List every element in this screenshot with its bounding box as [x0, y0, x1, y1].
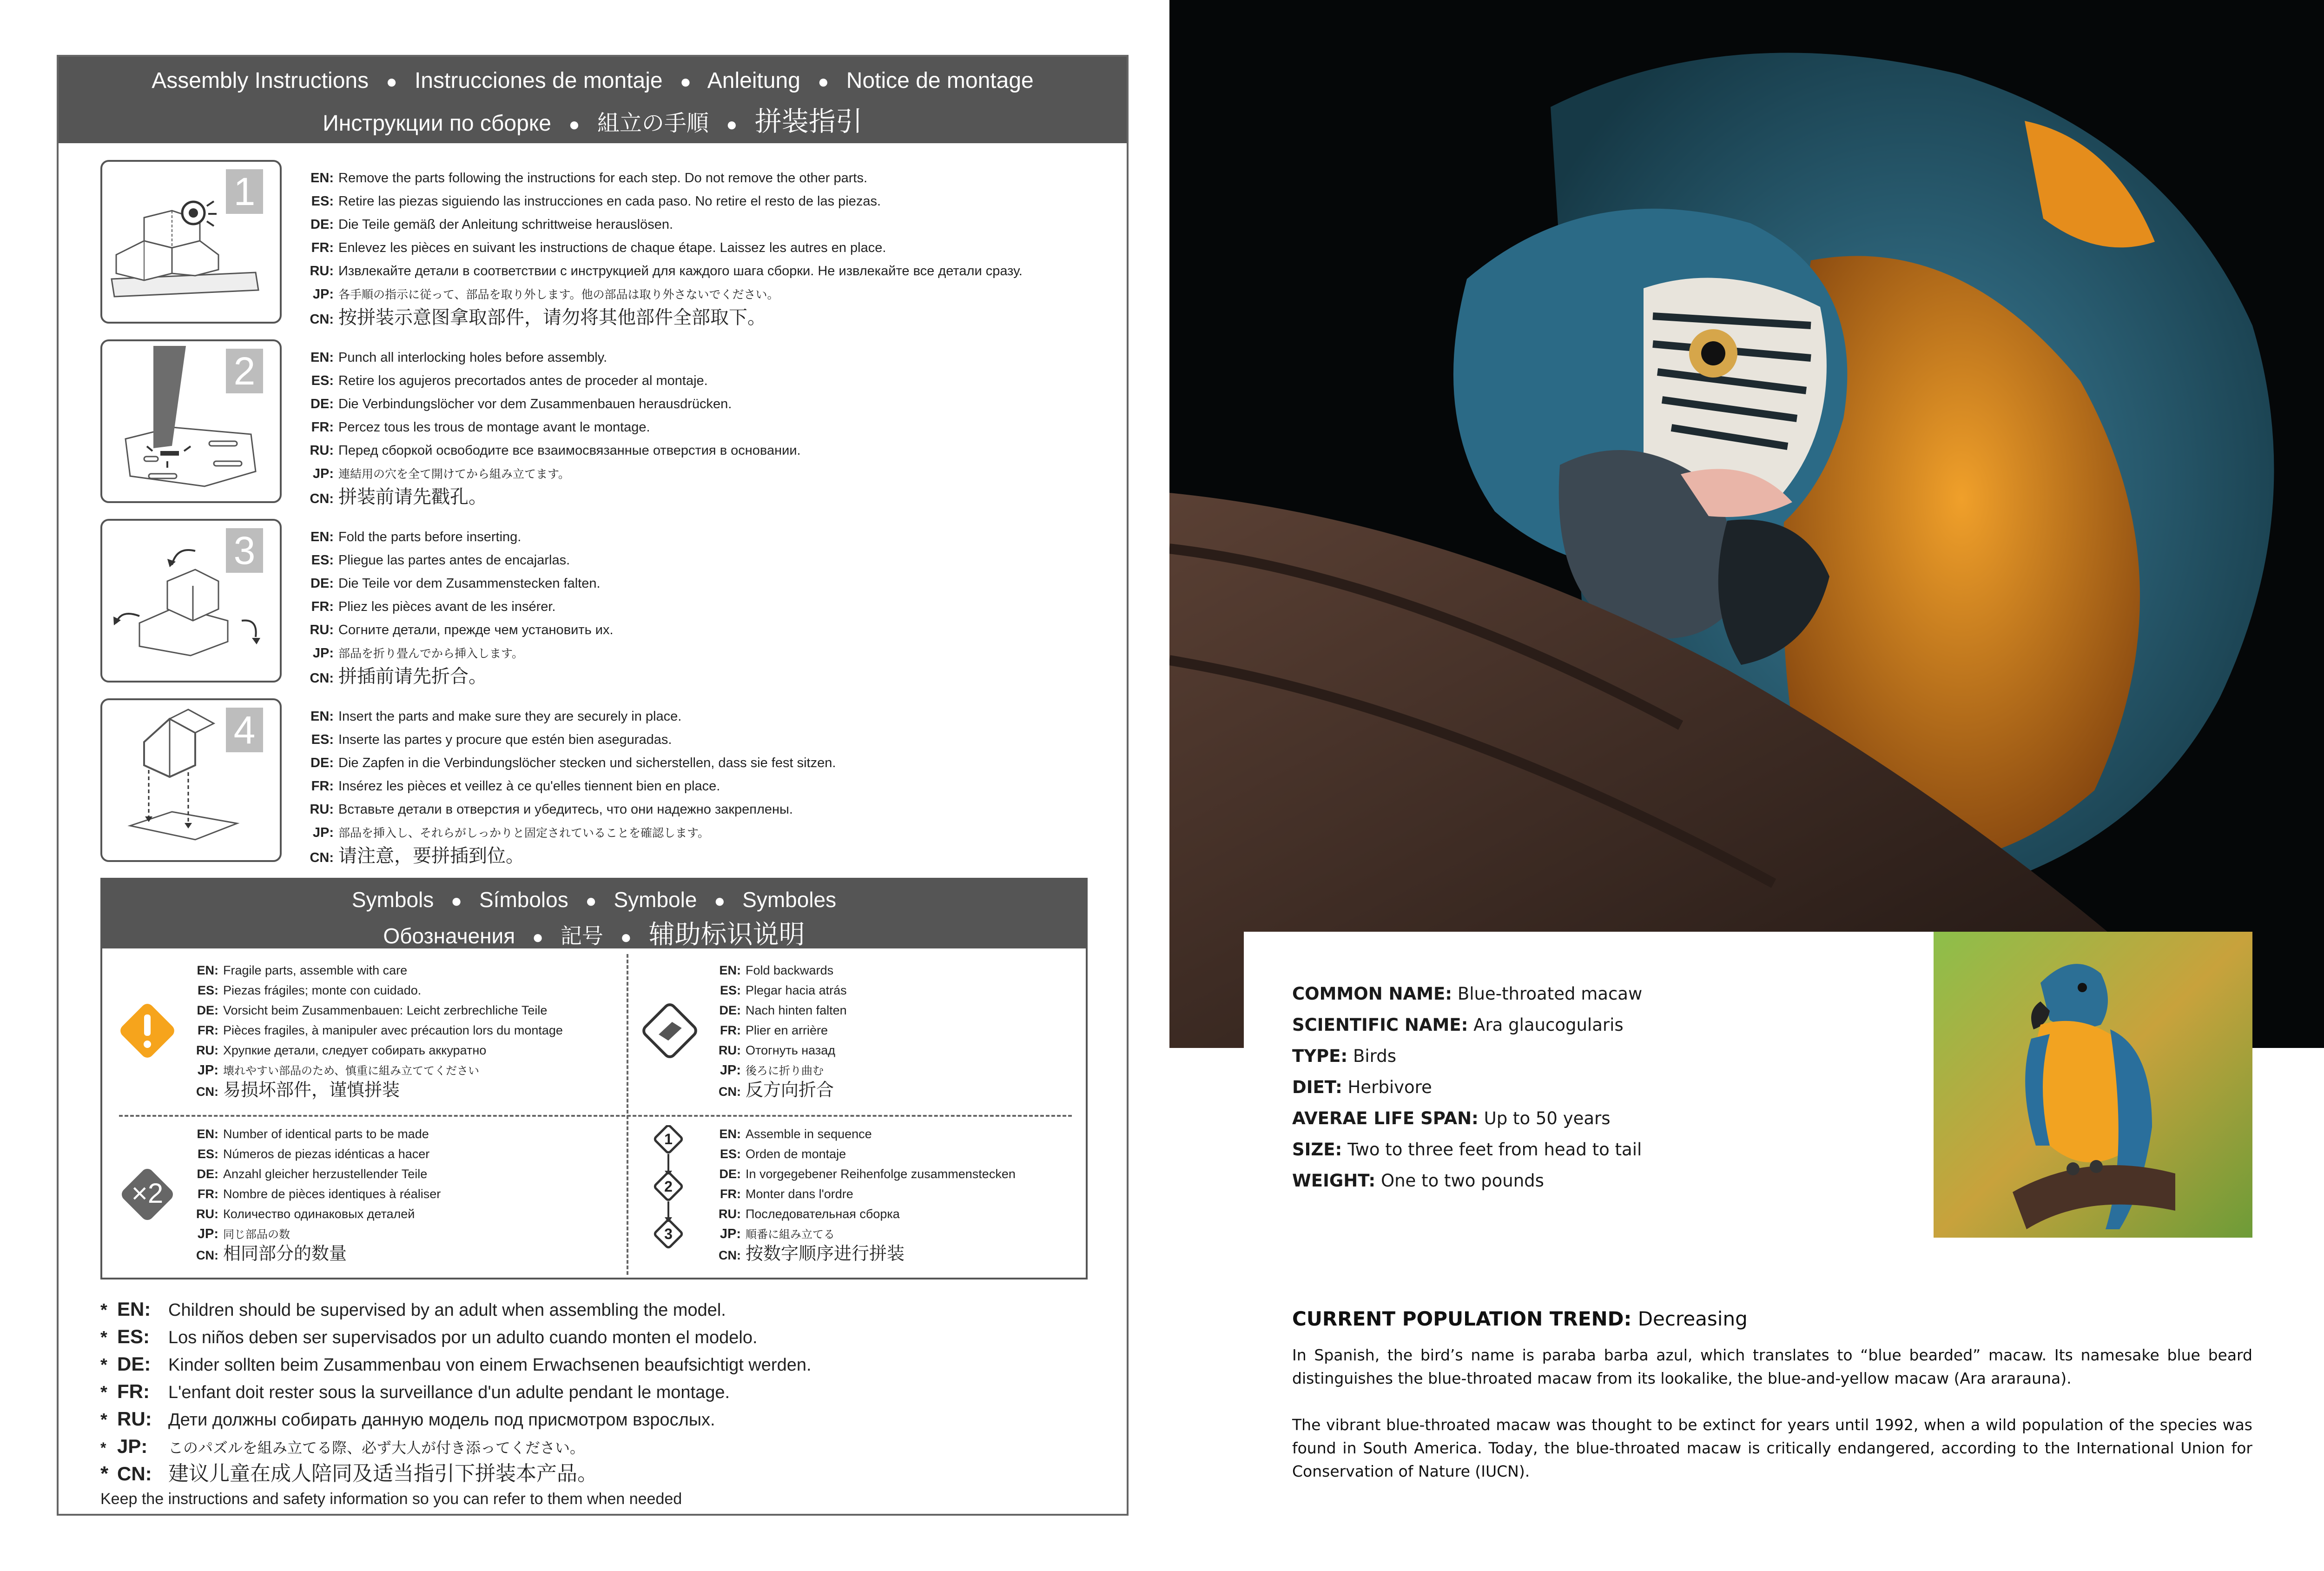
macaw-hero-photo	[1169, 0, 2324, 1048]
header-title-jp: 組立の手順	[597, 111, 709, 136]
step-2	[100, 339, 1123, 507]
step-4-text: EN: Insert the parts and make sure they are securely in place. ES: Inserte las partes y procure que estén bien aseguradas. DE: Die Zapfen in die Verbindungslöcher stecken und sicherstellen, dass sie fest sitzen. FR: Insérez les pièces et veillez à ce qu'elles tiennent bien en place. RU: Вставьте детали в отверстия и убедитесь, что они надежно закреплены. JP: 部品を挿入し、それらがしっかりと固定されていることを確認します。 CN: 请注意，要拼插到位。	[310, 709, 836, 866]
fact-size: SIZE: Two to three feet from head to tail	[1292, 1140, 1642, 1160]
identical-parts-icon	[117, 1164, 178, 1225]
symbols-divider-horizontal	[119, 1115, 1072, 1117]
step-3-text: EN: Fold the parts before inserting. ES: Pliegue las partes antes de encajarlas. DE: Die Teile vor dem Zusammenstecken falten. FR: Pliez les pièces avant de les insérer. RU: Согните детали, прежде чем установить их. JP: 部品を折り畳んでから挿入します。 CN: 拼插前请先折合。	[310, 530, 614, 687]
fact-scientific-name: SCIENTIFIC NAME: Ara glaucogularis	[1292, 1015, 1624, 1035]
header-title-de: Anleitung	[707, 68, 800, 93]
header-title-ru: Инструкции по сборке	[323, 111, 551, 136]
macaw-perched-illustration	[1934, 932, 2252, 1238]
macaw-illustration	[1169, 0, 2324, 1048]
header-title-cn: 拼装指引	[754, 106, 863, 137]
symbol-sequence: 1 2 3 EN: Assemble in sequence ES: Orden de montaje DE: In vorgegebener Reihenfolge zusammenstecken FR: Monter dans l'ordre RU: Последовательная сборка JP: 順番に組み立てる CN: 按数字顺序进行拼装	[625, 1118, 1108, 1276]
step-3	[100, 519, 1123, 687]
fact-common-name: COMMON NAME: Blue-throated macaw	[1292, 984, 1643, 1004]
step-3-number: 3	[226, 528, 263, 573]
fact-weight: WEIGHT: One to two pounds	[1292, 1171, 1544, 1191]
step-1-number: 1	[226, 169, 263, 214]
symbols-header: Symbols ● Símbolos ● Symbole ● Symboles Обозначения ● 記号 ● 辅助标识说明	[102, 880, 1086, 948]
macaw-thumbnail-photo	[1934, 932, 2252, 1238]
step-1-text: EN: Remove the parts following the instructions for each step. Do not remove the other parts. ES: Retire las piezas siguiendo las instrucciones en cada paso. No retire el resto de las piezas. DE: Die Teile gemäß der Anleitung schrittweise herauslösen. FR: Enlevez les pièces en suivant les instructions de chaque étape. Laissez les autres en place. RU: Извлекайте детали в соответствии с инструкцией для каждого шага сборки. Не извлекайте все детали сразу. JP: 各手順の指示に従って、部品を取り外します。他の部品は取り外さないでください。 CN: 按拼装示意图拿取部件，请勿将其他部件全部取下。	[310, 171, 1023, 328]
fact-diet: DIET: Herbivore	[1292, 1077, 1432, 1097]
step-4-illustration	[100, 698, 282, 862]
keep-instructions-note: Keep the instructions and safety information so you can refer to them when needed	[100, 1490, 682, 1508]
step-4	[100, 698, 1123, 866]
symbols-box	[100, 878, 1088, 1279]
header-title-en: Assembly Instructions	[152, 68, 369, 93]
step-2-number: 2	[226, 349, 263, 393]
fact-type: TYPE: Birds	[1292, 1046, 1396, 1066]
animal-facts	[1292, 978, 1642, 1196]
step-1	[100, 160, 1123, 328]
symbol-identical-parts: ×2 EN: Number of identical parts to be made ES: Números de piezas idénticas a hacer DE: Anzahl gleicher herzustellender Teile FR: Nombre de pièces identiques à réaliser RU: Количество одинаковых деталей JP: 同じ部品の数 CN: 相同部分的数量	[102, 1118, 586, 1276]
fragile-warning-icon	[117, 1001, 178, 1061]
fact-life-span: AVERAE LIFE SPAN: Up to 50 years	[1292, 1108, 1611, 1128]
fold-backwards-icon	[640, 1001, 700, 1061]
step-2-text: EN: Punch all interlocking holes before assembly. ES: Retire los agujeros precortados antes de proceder al montaje. DE: Die Verbindungslöcher vor dem Zusammenbauen herausdrücken. FR: Percez tous les trous de montage avant le montage. RU: Перед сборкой освободите все взаимосвязанные отверстия в основании. JP: 連結用の穴を全て開けてから組み立てます。 CN: 拼装前请先戳孔。	[310, 350, 801, 507]
assembly-instructions-sheet	[57, 55, 1129, 1516]
symbol-fragile: EN: Fragile parts, assemble with care ES: Piezas frágiles; monte con cuidado. DE: Vorsicht beim Zusammenbauen: Leicht zerbrechliche Teile FR: Pièces fragiles, à manipuler avec précaution lors du montage RU: Хрупкие детали, следует собирать аккуратно JP: 壊れやすい部品のため、慎重に組み立ててください CN: 易损坏部件，谨慎拼装	[102, 954, 586, 1112]
description-paragraph-2: The vibrant blue-throated macaw was thought to be extinct for years until 1992, when a wild population of the species was found in South America. Today, the blue-throated macaw is critically endangered, according to the International Union for Conservation of Nature (IUCN).	[1292, 1416, 2252, 1480]
symbol-fold-backwards: EN: Fold backwards ES: Plegar hacia atrás DE: Nach hinten falten FR: Plier en arrière RU: Отогнуть назад JP: 後ろに折り曲む CN: 反方向折合	[625, 954, 1108, 1112]
header-title-es: Instrucciones de montaje	[414, 68, 663, 93]
step-1-illustration	[100, 160, 282, 324]
header-title-fr: Notice de montage	[846, 68, 1034, 93]
step-4-number: 4	[226, 708, 263, 752]
safety-warnings: * EN: Children should be supervised by an adult when assembling the model. * ES: Los niños deben ser supervisados por un adulto cuando monten el modelo. * DE: Kinder sollten beim Zusammenbau von einem Erwachsenen beaufsichtigt werden. * FR: L'enfant doit rester sous la surveillance d'un adulte pendant le montage. * RU: Дети должны собирать данную модель под присмотром взрослых. * JP: このパズルを組み立てる際、必ず大人が付き添ってください。 * CN: 建议儿童在成人陪同及适当指引下拼装本产品。 Keep the instructions and safety information so you can refer to them when needed	[100, 1295, 1123, 1511]
identical-parts-count: ×2	[131, 1178, 164, 1209]
step-3-illustration	[100, 519, 282, 683]
population-trend: CURRENT POPULATION TREND: Decreasing	[1292, 1307, 1748, 1330]
step-2-illustration	[100, 339, 282, 503]
description-paragraph-1: In Spanish, the bird’s name is paraba barba azul, which translates to “blue bearded” macaw. Its namesake blue beard distinguishes the blue-throated macaw from its lookalike, the blue-and-yellow macaw (Ara ararauna).	[1292, 1346, 2252, 1387]
instructions-header: Assembly Instructions ● Instrucciones de montaje ● Anleitung ● Notice de montage Инструкции по сборке ● 組立の手順 ● 拼装指引	[59, 57, 1127, 143]
sequence-icon: 1 2 3	[650, 1125, 687, 1265]
